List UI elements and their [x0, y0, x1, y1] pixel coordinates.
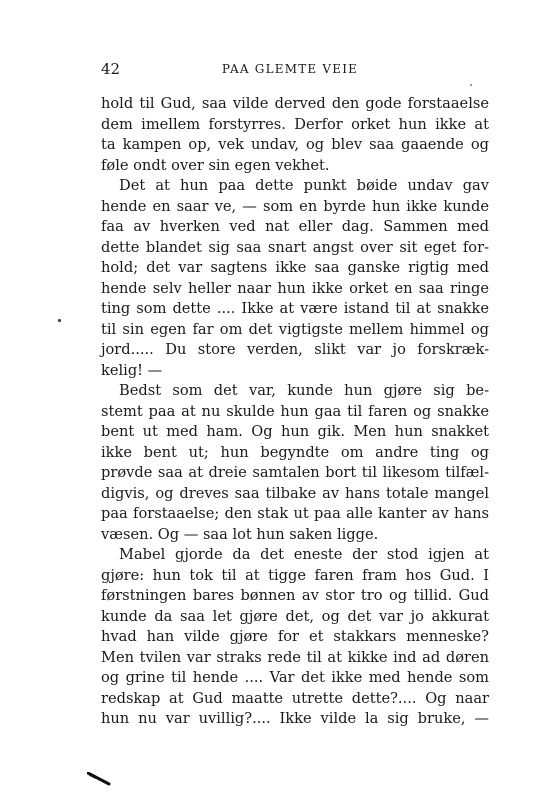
ink-speck	[58, 319, 61, 322]
text-line: bent ut med ham. Og hun gik. Men hun snakket	[101, 423, 489, 440]
text-line: ting som dette .... Ikke at være istand til at snakke	[101, 300, 489, 317]
text-line: kunde da saa let gjøre det, og det var jo akkurat	[101, 607, 489, 625]
text-line: hvad han vilde gjøre for et stakkars menneske?	[101, 628, 489, 645]
ink-speck	[470, 84, 472, 86]
text-line: føle ondt over sin egen vekhet.	[101, 156, 330, 174]
text-line: paa forstaaelse; den stak ut paa alle kanter av hans	[101, 505, 489, 522]
text-line: hold til Gud, saa vilde derved den gode forstaaelse	[101, 95, 489, 112]
text-line: hende selv heller naar hun ikke orket en saa ringe	[101, 279, 489, 297]
text-line: redskap at Gud maatte utrette dette?.... Og naar	[101, 689, 489, 707]
text-line: Men tvilen var straks rede til at kikke ind ad døren	[101, 648, 489, 666]
text-line: til sin egen far om det vigtigste mellem himmel og	[101, 320, 489, 338]
running-title: PAA GLEMTE VEIE	[221, 62, 359, 76]
text-line: prøvde saa at dreie samtalen bort til likesom tilfæl-	[101, 464, 489, 481]
text-line: førstningen bares bønnen av stor tro og tillid. Gud	[101, 587, 489, 604]
text-line: ta kampen op, vek undav, og blev saa gaaende og	[101, 136, 489, 153]
text-line: kelig! —	[101, 361, 163, 379]
text-line: stemt paa at nu skulde hun gaa til faren og snakke	[101, 402, 489, 420]
text-line: dette blandet sig saa snart angst over sit eget for-	[101, 238, 489, 256]
text-line: gjøre: hun tok til at tigge faren fram hos Gud. I	[101, 566, 489, 584]
text-line: Bedst som det var, kunde hun gjøre sig be-	[119, 382, 489, 399]
pen-mark	[87, 772, 111, 786]
text-line: jord..... Du store verden, slikt var jo forskræk-	[101, 341, 489, 358]
body-text	[101, 94, 489, 730]
text-line: og grine til hende .... Var det ikke med hende som	[101, 669, 489, 686]
text-line: faa av hverken ved nat eller dag. Sammen med	[101, 218, 489, 235]
text-line: Det at hun paa dette punkt bøide undav gav	[119, 177, 489, 194]
text-line: Mabel gjorde da det eneste der stod igjen at	[119, 546, 489, 563]
text-line: hun nu var uvillig?.... Ikke vilde la sig bruke, —	[101, 710, 489, 727]
text-line: hold; det var sagtens ikke saa ganske rigtig med	[101, 259, 489, 276]
page-number: 42	[101, 60, 121, 78]
text-line: hende en saar ve, — som en byrde hun ikke kunde	[101, 197, 489, 215]
text-line: ikke bent ut; hun begyndte om andre ting og	[101, 443, 489, 461]
text-line: digvis, og dreves saa tilbake av hans totale mangel	[101, 484, 489, 502]
text-line: dem imellem forstyrres. Derfor orket hun ikke at	[101, 115, 489, 133]
text-line: væsen. Og — saa lot hun saken ligge.	[101, 525, 379, 543]
